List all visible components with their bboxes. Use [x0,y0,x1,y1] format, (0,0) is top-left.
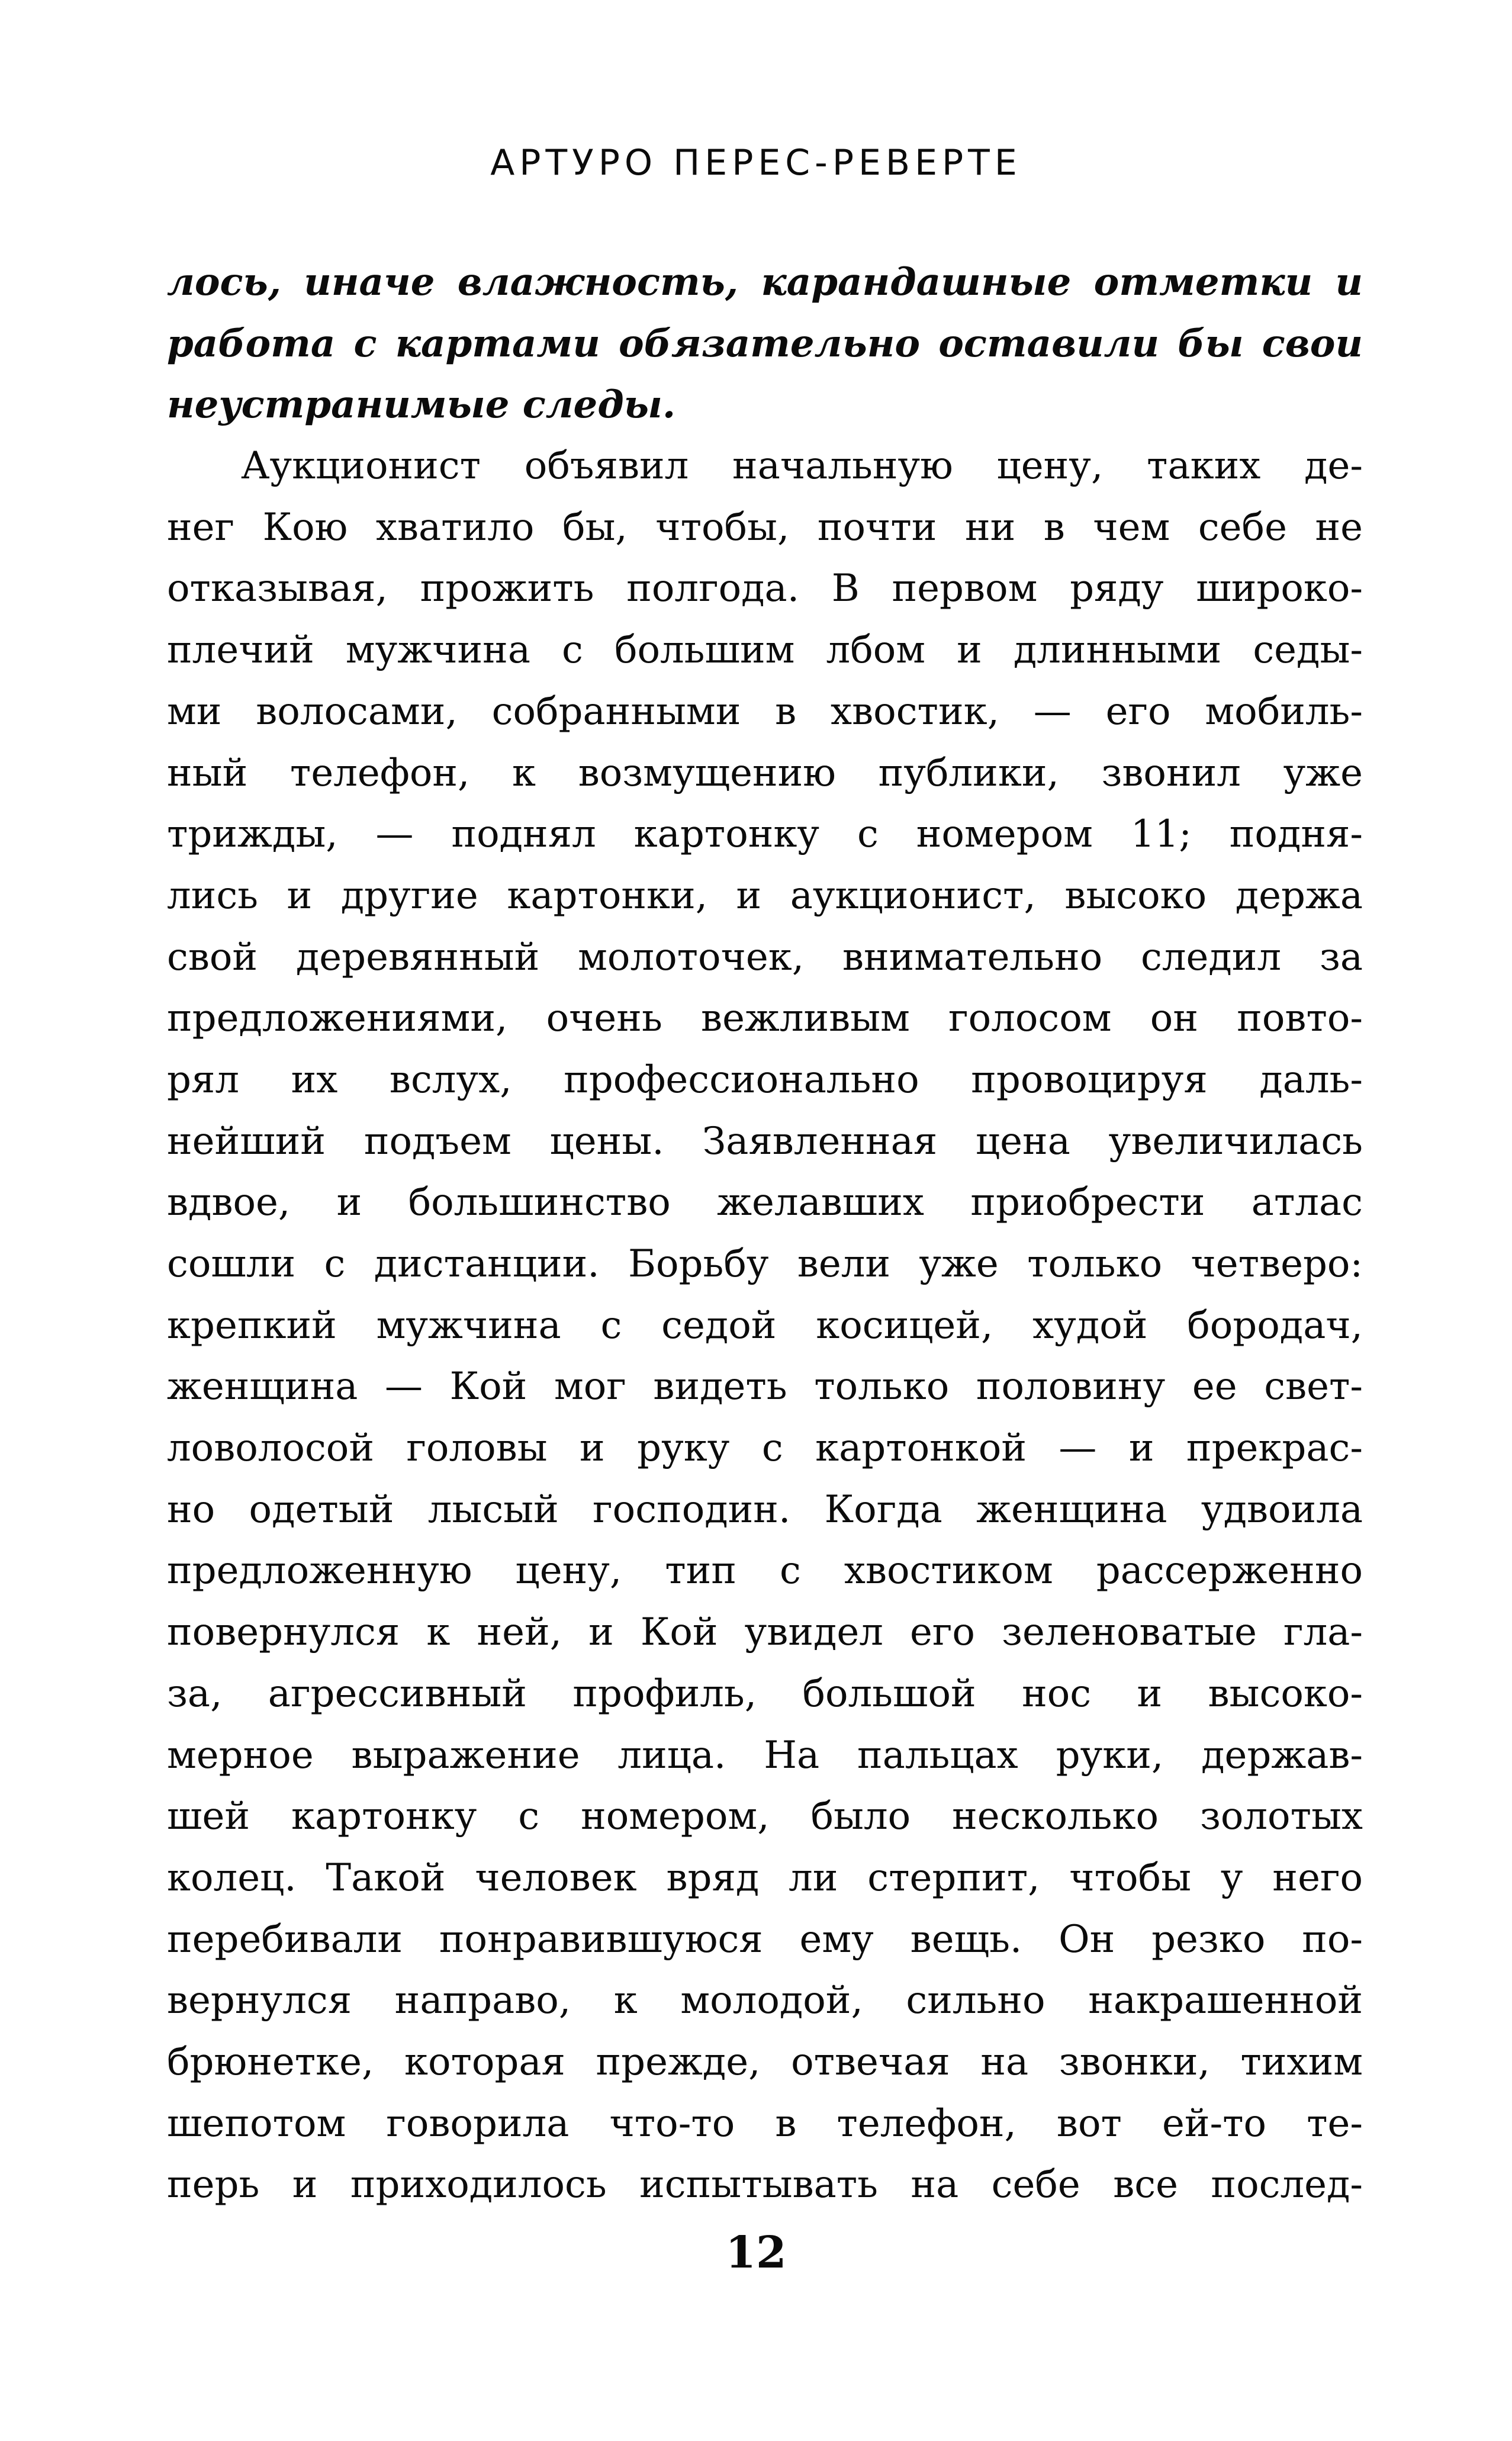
text-line: свой деревянный молоточек, внимательно следил за [167,935,1363,979]
text-line: перь и приходилось испытывать на себе все послед- [167,2163,1363,2207]
text-line: лись и другие картонки, и аукционист, высоко держа [167,873,1363,918]
text-line: вернулся направо, к молодой, сильно накрашенной [167,1979,1363,2023]
text-line-italic: работа с картами обязательно оставили бы свои [167,321,1363,366]
text-line: ми волосами, собранными в хвостик, — его мобиль- [167,689,1363,734]
text-line: трижды, — поднял картонку с номером 11; подня- [167,812,1363,857]
paragraph-first-line: Аукционист объявил начальную цену, таких де- [241,444,1363,488]
text-line-italic: лось, иначе влажность, карандашные отметки и [167,260,1363,304]
text-line: отказывая, прожить полгода. В первом ряду широко- [167,567,1363,611]
running-header: АРТУРО ПЕРЕС-РЕВЕРТЕ [490,142,1022,184]
text-line: брюнетке, которая прежде, отвечая на звонки, тихим [167,2040,1363,2084]
text-line: плечий мужчина с большим лбом и длинными седы- [167,628,1363,673]
text-line: крепкий мужчина с седой косицей, худой бородач, [167,1303,1363,1347]
text-line: рял их вслух, профессионально провоцируя даль- [167,1057,1363,1102]
text-line: предложениями, очень вежливым голосом он повто- [167,996,1363,1041]
text-line: повернулся к ней, и Кой увидел его зеленоватые гла- [167,1610,1363,1655]
text-line: предложенную цену, тип с хвостиком рассерженно [167,1549,1363,1593]
text-line: нег Кою хватило бы, чтобы, почти ни в чем себе не [167,505,1363,549]
text-line: шей картонку с номером, было несколько золотых [167,1794,1363,1839]
text-line: шепотом говорила что-то в телефон, вот ей-то те- [167,2101,1363,2146]
text-line: сошли с дистанции. Борьбу вели уже только четверо: [167,1242,1363,1286]
text-line: за, агрессивный профиль, большой нос и высоко- [167,1671,1363,1716]
text-line: но одетый лысый господин. Когда женщина удвоила [167,1487,1363,1532]
text-line: вдвое, и большинство желавших приобрести атлас [167,1181,1363,1225]
text-line: колец. Такой человек вряд ли стерпит, чтобы у него [167,1855,1363,1900]
body-text [167,252,1363,2216]
text-line: ный телефон, к возмущению публики, звонил уже [167,751,1363,795]
text-line: мерное выражение лица. На пальцах руки, держав- [167,1733,1363,1777]
text-line: ловолосой головы и руку с картонкой — и прекрас- [167,1426,1363,1471]
text-line: перебивали понравившуюся ему вещь. Он резко по- [167,1917,1363,1961]
text-line: женщина — Кой мог видеть только половину ее свет- [167,1365,1363,1409]
page-number: 12 [725,2227,787,2278]
text-line-italic: неустранимые следы. [167,382,676,427]
text-line: нейший подъем цены. Заявленная цена увеличилась [167,1119,1363,1163]
